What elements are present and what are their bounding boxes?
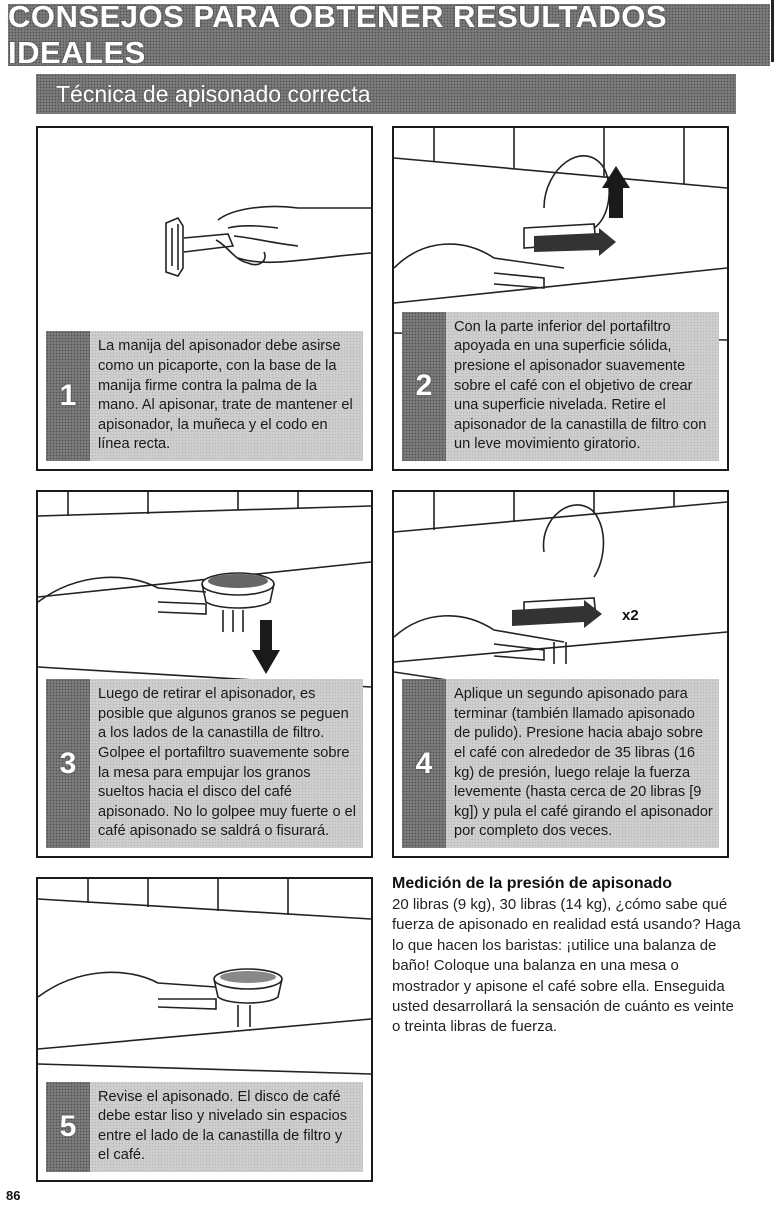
step-box-3	[46, 679, 363, 848]
step-text: Luego de retirar el apisonador, es posible que algunos granos se peguen a los lados de la canastilla de filtro. Golpee el portafiltro suavemente sobre la mesa para empujar los granos sueltos hacia el disco del café apisonado. No lo golpee muy fuerte o el café apisonado se saldrá o fisurará.	[98, 686, 356, 840]
page-number: 86	[6, 1188, 21, 1203]
portafilter-tap-illustration	[38, 492, 371, 697]
step-panel-2	[392, 126, 729, 471]
tip-heading: Medición de la presión de apisonado	[392, 875, 673, 892]
step-number: 3	[46, 679, 90, 848]
section-header	[36, 74, 736, 114]
tamping-pressure-tip	[392, 875, 744, 1038]
tamper-remove-illustration	[394, 128, 727, 343]
tamper-grip-illustration	[38, 128, 371, 343]
step-panel-3	[36, 490, 373, 858]
check-tamp-illustration	[38, 879, 371, 1079]
page-title: CONSEJOS PARA OBTENER RESULTADOS IDEALES	[8, 0, 668, 70]
step-panel-4	[392, 490, 729, 858]
page-header-banner	[8, 0, 770, 70]
step-number: 2	[402, 312, 446, 461]
step-text: Aplique un segundo apisonado para terminar (también llamado apisonado de pulido). Presione hacia abajo sobre el café con alrededor de 35 libras (16 kg) de presión, luego relaje la fuerza levemente (hasta cerca de 20 libras [9 kg]) y pula el café girando el apisonador por completo dos veces.	[454, 686, 713, 840]
polish-tamp-illustration	[394, 492, 727, 697]
step-text: La manija del apisonador debe asirse como un picaporte, con la base de la manija firme contra la palma de la mano. Al apisonar, trate de mantener el apisonador, la muñeca y el codo en línea recta.	[98, 338, 353, 453]
step-text: Con la parte inferior del portafiltro apoyada en una superficie sólida, presione el apisonador suavemente sobre el café con el objetivo de crear una superficie nivelada. Retire el apisonador de la canastilla de filtro con un leve movimiento giratorio.	[454, 318, 707, 453]
step-number: 1	[46, 331, 90, 461]
step-number: 4	[402, 679, 446, 848]
step-panel-1	[36, 126, 373, 471]
step-box-1	[46, 331, 363, 461]
step-box-2	[402, 312, 719, 461]
step-box-5	[46, 1082, 363, 1172]
step-panel-5	[36, 877, 373, 1182]
tip-body: 20 libras (9 kg), 30 libras (14 kg), ¿cómo sabe qué fuerza de apisonado en realidad está usando? Haga lo que hacen los baristas: ¡utilice una balanza de baño! Coloque una balanza en una mesa o mostrador y apisone el café sobre ella. Enseguida usted desarrollará la sensación de cuánto es veinte o treinta libras de fuerza.	[392, 896, 741, 1036]
x2-label: x2	[622, 607, 639, 624]
step-text: Revise el apisonado. El disco de café debe estar liso y nivelado sin espacios entre el lado de la canastilla de filtro y el café.	[98, 1088, 348, 1164]
edge-rule	[771, 0, 774, 62]
step-number: 5	[46, 1082, 90, 1172]
step-box-4	[402, 679, 719, 848]
section-title: Técnica de apisonado correcta	[56, 80, 371, 107]
